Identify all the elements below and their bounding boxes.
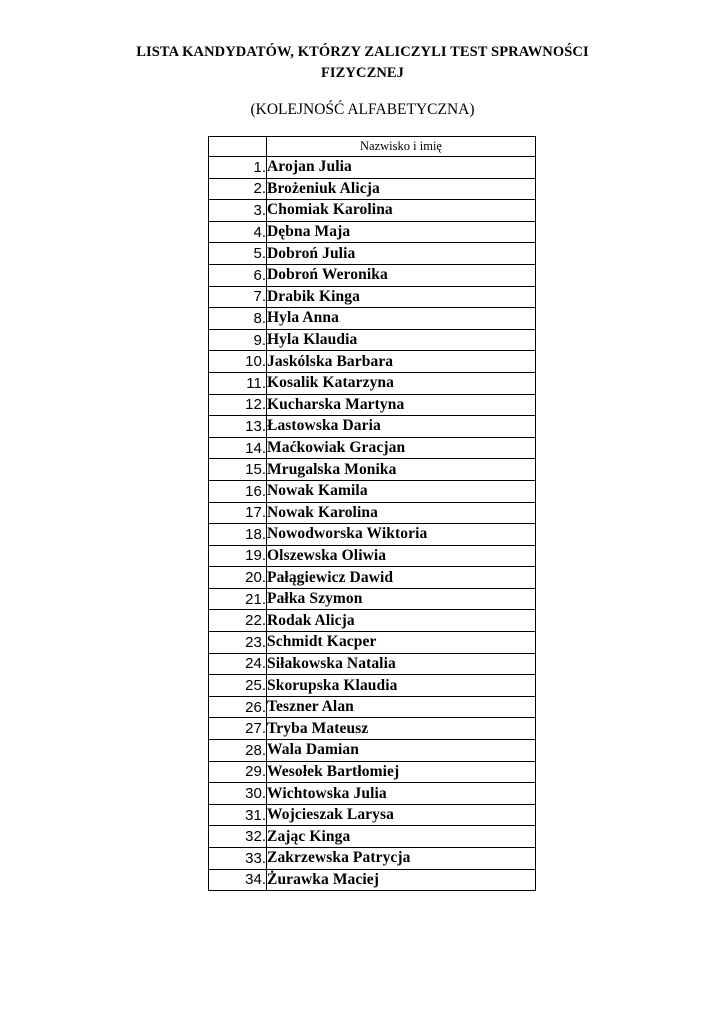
table-row	[209, 502, 536, 524]
row-number: 11.	[209, 372, 267, 394]
table-row	[209, 761, 536, 783]
table-row	[209, 308, 536, 330]
candidates-table	[208, 136, 536, 891]
row-number: 33.	[209, 848, 267, 870]
candidate-name: Nowak Karolina	[267, 502, 536, 524]
candidate-name: Rodak Alicja	[267, 610, 536, 632]
header-name-cell: Nazwisko i imię	[267, 137, 536, 157]
row-number: 20.	[209, 567, 267, 589]
candidate-name: Zakrzewska Patrycja	[267, 848, 536, 870]
candidate-name: Tryba Mateusz	[267, 718, 536, 740]
row-number: 28.	[209, 740, 267, 762]
row-number: 10.	[209, 351, 267, 373]
row-number: 6.	[209, 264, 267, 286]
table-row	[209, 329, 536, 351]
row-number: 22.	[209, 610, 267, 632]
candidate-name: Nowak Kamila	[267, 480, 536, 502]
table-row	[209, 545, 536, 567]
table-row	[209, 524, 536, 546]
row-number: 4.	[209, 221, 267, 243]
table-row	[209, 221, 536, 243]
candidate-name: Teszner Alan	[267, 696, 536, 718]
row-number: 14.	[209, 437, 267, 459]
table-row	[209, 588, 536, 610]
row-number: 2.	[209, 178, 267, 200]
table-row	[209, 783, 536, 805]
candidate-name: Wojcieszak Larysa	[267, 804, 536, 826]
row-number: 21.	[209, 588, 267, 610]
table-row	[209, 718, 536, 740]
candidate-name: Schmidt Kacper	[267, 632, 536, 654]
table-body	[209, 157, 536, 891]
table-row	[209, 567, 536, 589]
header-number-cell	[209, 137, 267, 157]
table-row	[209, 286, 536, 308]
row-number: 19.	[209, 545, 267, 567]
candidate-name: Drabik Kinga	[267, 286, 536, 308]
candidate-name: Wala Damian	[267, 740, 536, 762]
row-number: 15.	[209, 459, 267, 481]
row-number: 31.	[209, 804, 267, 826]
table-row	[209, 178, 536, 200]
row-number: 13.	[209, 416, 267, 438]
table-row	[209, 157, 536, 179]
table-row	[209, 610, 536, 632]
candidate-name: Dobroń Julia	[267, 243, 536, 265]
row-number: 25.	[209, 675, 267, 697]
table-row	[209, 480, 536, 502]
table-row	[209, 416, 536, 438]
table-row	[209, 848, 536, 870]
document-title	[0, 42, 725, 84]
candidate-name: Pałka Szymon	[267, 588, 536, 610]
row-number: 7.	[209, 286, 267, 308]
candidate-name: Skorupska Klaudia	[267, 675, 536, 697]
row-number: 26.	[209, 696, 267, 718]
table-row	[209, 869, 536, 891]
table-row	[209, 459, 536, 481]
row-number: 5.	[209, 243, 267, 265]
candidate-name: Wichtowska Julia	[267, 783, 536, 805]
candidate-name: Hyla Klaudia	[267, 329, 536, 351]
table-row	[209, 394, 536, 416]
candidate-name: Hyla Anna	[267, 308, 536, 330]
row-number: 23.	[209, 632, 267, 654]
row-number: 29.	[209, 761, 267, 783]
candidate-name: Kucharska Martyna	[267, 394, 536, 416]
table-row	[209, 826, 536, 848]
candidate-name: Nowodworska Wiktoria	[267, 524, 536, 546]
candidate-name: Jaskólska Barbara	[267, 351, 536, 373]
table-row	[209, 740, 536, 762]
table-row	[209, 200, 536, 222]
document-title-line-2: FIZYCZNEJ	[320, 65, 405, 81]
candidate-name: Chomiak Karolina	[267, 200, 536, 222]
row-number: 27.	[209, 718, 267, 740]
table-row	[209, 804, 536, 826]
table-header-row	[209, 137, 536, 157]
table-row	[209, 264, 536, 286]
table-row	[209, 351, 536, 373]
candidate-name: Żurawka Maciej	[267, 869, 536, 891]
candidate-name: Zając Kinga	[267, 826, 536, 848]
document-subtitle: (KOLEJNOŚĆ ALFABETYCZNA)	[250, 101, 475, 118]
table-row	[209, 437, 536, 459]
row-number: 9.	[209, 329, 267, 351]
row-number: 32.	[209, 826, 267, 848]
candidate-name: Olszewska Oliwia	[267, 545, 536, 567]
row-number: 3.	[209, 200, 267, 222]
row-number: 16.	[209, 480, 267, 502]
row-number: 17.	[209, 502, 267, 524]
table-row	[209, 696, 536, 718]
row-number: 1.	[209, 157, 267, 179]
table-row	[209, 632, 536, 654]
table-row	[209, 372, 536, 394]
candidate-name: Brożeniuk Alicja	[267, 178, 536, 200]
row-number: 34.	[209, 869, 267, 891]
candidate-name: Dębna Maja	[267, 221, 536, 243]
row-number: 8.	[209, 308, 267, 330]
candidate-name: Kosalik Katarzyna	[267, 372, 536, 394]
table-row	[209, 653, 536, 675]
candidate-name: Arojan Julia	[267, 157, 536, 179]
candidate-name: Mrugalska Monika	[267, 459, 536, 481]
candidate-name: Dobroń Weronika	[267, 264, 536, 286]
candidate-name: Maćkowiak Gracjan	[267, 437, 536, 459]
document-title-line-1: LISTA KANDYDATÓW, KTÓRZY ZALICZYLI TEST SPRAWNOŚCI	[136, 44, 589, 60]
table-row	[209, 675, 536, 697]
candidate-name: Siłakowska Natalia	[267, 653, 536, 675]
candidate-name: Pałągiewicz Dawid	[267, 567, 536, 589]
table-row	[209, 243, 536, 265]
row-number: 12.	[209, 394, 267, 416]
candidate-name: Wesołek Bartłomiej	[267, 761, 536, 783]
candidate-name: Łastowska Daria	[267, 416, 536, 438]
row-number: 18.	[209, 524, 267, 546]
row-number: 24.	[209, 653, 267, 675]
row-number: 30.	[209, 783, 267, 805]
